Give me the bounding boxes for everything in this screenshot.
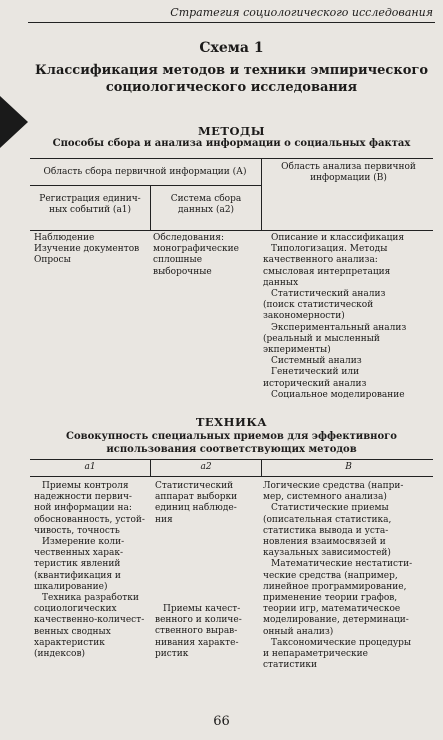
list-item: Генетический или: [271, 367, 360, 378]
a2-methods-list: [153, 233, 239, 278]
list-item: закономерности): [263, 311, 345, 322]
list-item: (индексов): [34, 649, 86, 660]
list-item: (реальный и мысленный: [263, 333, 380, 344]
a2-technique-list-bottom: [155, 604, 242, 660]
list-item: новления взаимосвязей и: [263, 537, 386, 548]
area-b-header: Область анализа первичной информации (В): [281, 162, 416, 184]
list-item: смысловая интерпретация: [263, 266, 391, 277]
list-item: исторический анализ: [263, 378, 367, 389]
list-item: качественного анализа:: [263, 255, 378, 266]
technique-subheading: Совокупность специальных приемов для эффективного использования соответствующих методов: [66, 431, 397, 455]
list-item: качественно-количест-: [34, 615, 145, 626]
b-technique-list: [263, 481, 412, 671]
list-item: ческие средства (например,: [263, 570, 398, 581]
table-divider: [261, 158, 262, 230]
a2-technique-list-top: [155, 481, 237, 526]
list-item: моделирование, детерминаци-: [263, 615, 409, 626]
table-rule: [30, 459, 433, 460]
list-item: Опросы: [34, 255, 71, 266]
list-item: экперименты): [263, 345, 331, 356]
list-item: характеристик: [34, 637, 105, 648]
list-item: Описание и классификация: [271, 233, 405, 243]
list-item: венного и количе-: [155, 615, 242, 626]
a1-header: Регистрация единич- ных событий (а1): [39, 194, 141, 216]
list-item: обоснованность, устой-: [34, 514, 145, 525]
list-item: (квантификация и: [34, 570, 121, 581]
running-header: Стратегия социологического исследования: [170, 6, 433, 19]
col-a2-header: а2: [200, 462, 212, 472]
list-item: выборочные: [153, 266, 212, 277]
list-item: аппарат выборки: [155, 492, 238, 503]
page-number: 66: [213, 714, 230, 729]
list-item: социологических: [34, 604, 117, 615]
list-item: Изучение документов: [34, 244, 140, 255]
a1-methods-list: [34, 233, 139, 267]
list-item: Типологизация. Методы: [271, 244, 388, 255]
technique-heading: ТЕХНИКА: [195, 415, 268, 429]
table-divider: [150, 459, 151, 476]
list-item: (описательная статистика,: [263, 514, 392, 525]
methods-heading: МЕТОДЫ: [197, 124, 266, 138]
table-divider: [150, 185, 151, 230]
list-item: ния: [155, 514, 173, 525]
list-item: Наблюдение: [34, 233, 95, 243]
page-edge-marker: [0, 96, 28, 148]
header-rule: [28, 22, 435, 23]
list-item: линейное программирование,: [263, 581, 407, 592]
list-item: чественных харак-: [34, 548, 124, 559]
list-item: сплошные: [153, 255, 203, 266]
list-item: данных: [263, 277, 299, 288]
a2-header: Система сбора данных (а2): [170, 194, 242, 216]
list-item: (поиск статистической: [263, 300, 374, 311]
list-item: монографические: [153, 244, 239, 255]
list-item: Социальное моделирование: [271, 389, 405, 400]
list-item: Статистический: [155, 481, 234, 491]
list-item: каузальных зависимостей): [263, 548, 391, 559]
list-item: чивость, точность: [34, 525, 120, 536]
list-item: Экспериментальный анализ: [271, 322, 407, 333]
table-rule: [30, 476, 433, 477]
list-item: Таксономические процедуры: [271, 637, 412, 648]
list-item: Приемы качест-: [163, 604, 241, 614]
list-item: надежности первич-: [34, 492, 132, 503]
list-item: применение теории графов,: [263, 593, 398, 604]
table-rule: [30, 158, 433, 159]
table-rule: [30, 185, 261, 186]
list-item: онный анализ): [263, 626, 334, 637]
main-title: Классификация методов и техники эмпирического социологического исследования: [34, 63, 429, 95]
list-item: теории игр, математическое: [263, 604, 401, 615]
table-divider: [261, 459, 262, 476]
list-item: статистика вывода и уста-: [263, 525, 389, 536]
list-item: теристик явлений: [34, 559, 121, 570]
list-item: Математические нестатисти-: [271, 559, 413, 570]
list-item: единиц наблюде-: [155, 503, 237, 514]
b-methods-list: [263, 233, 406, 401]
table-rule: [30, 230, 433, 231]
list-item: Обследования:: [153, 233, 224, 243]
list-item: Статистические приемы: [271, 503, 389, 514]
list-item: Приемы контроля: [42, 481, 129, 491]
list-item: мер, системного анализа): [263, 492, 387, 503]
list-item: венных сводных: [34, 626, 111, 637]
list-item: Статистический анализ: [271, 289, 386, 300]
list-item: ристик: [155, 648, 189, 659]
methods-subheading: Способы сбора и анализа информации о социальных фактах: [52, 138, 411, 149]
list-item: нивания характе-: [155, 637, 239, 648]
list-item: Измерение коли-: [42, 537, 125, 548]
list-item: Логические средства (напри-: [263, 481, 404, 491]
col-b-header: В: [345, 462, 352, 472]
list-item: ственного вырав-: [155, 626, 238, 637]
a1-technique-list: [34, 481, 145, 660]
list-item: Системный анализ: [271, 356, 362, 367]
list-item: и непараметрические: [263, 649, 369, 660]
schema-title: Схема 1: [199, 40, 264, 56]
list-item: шкалирование): [34, 581, 108, 592]
area-a-header: Область сбора первичной информации (А): [43, 167, 247, 177]
col-a1-header: а1: [84, 462, 96, 472]
list-item: ной информации на:: [34, 503, 132, 514]
list-item: статистики: [263, 660, 318, 671]
list-item: Техника разработки: [42, 593, 139, 604]
